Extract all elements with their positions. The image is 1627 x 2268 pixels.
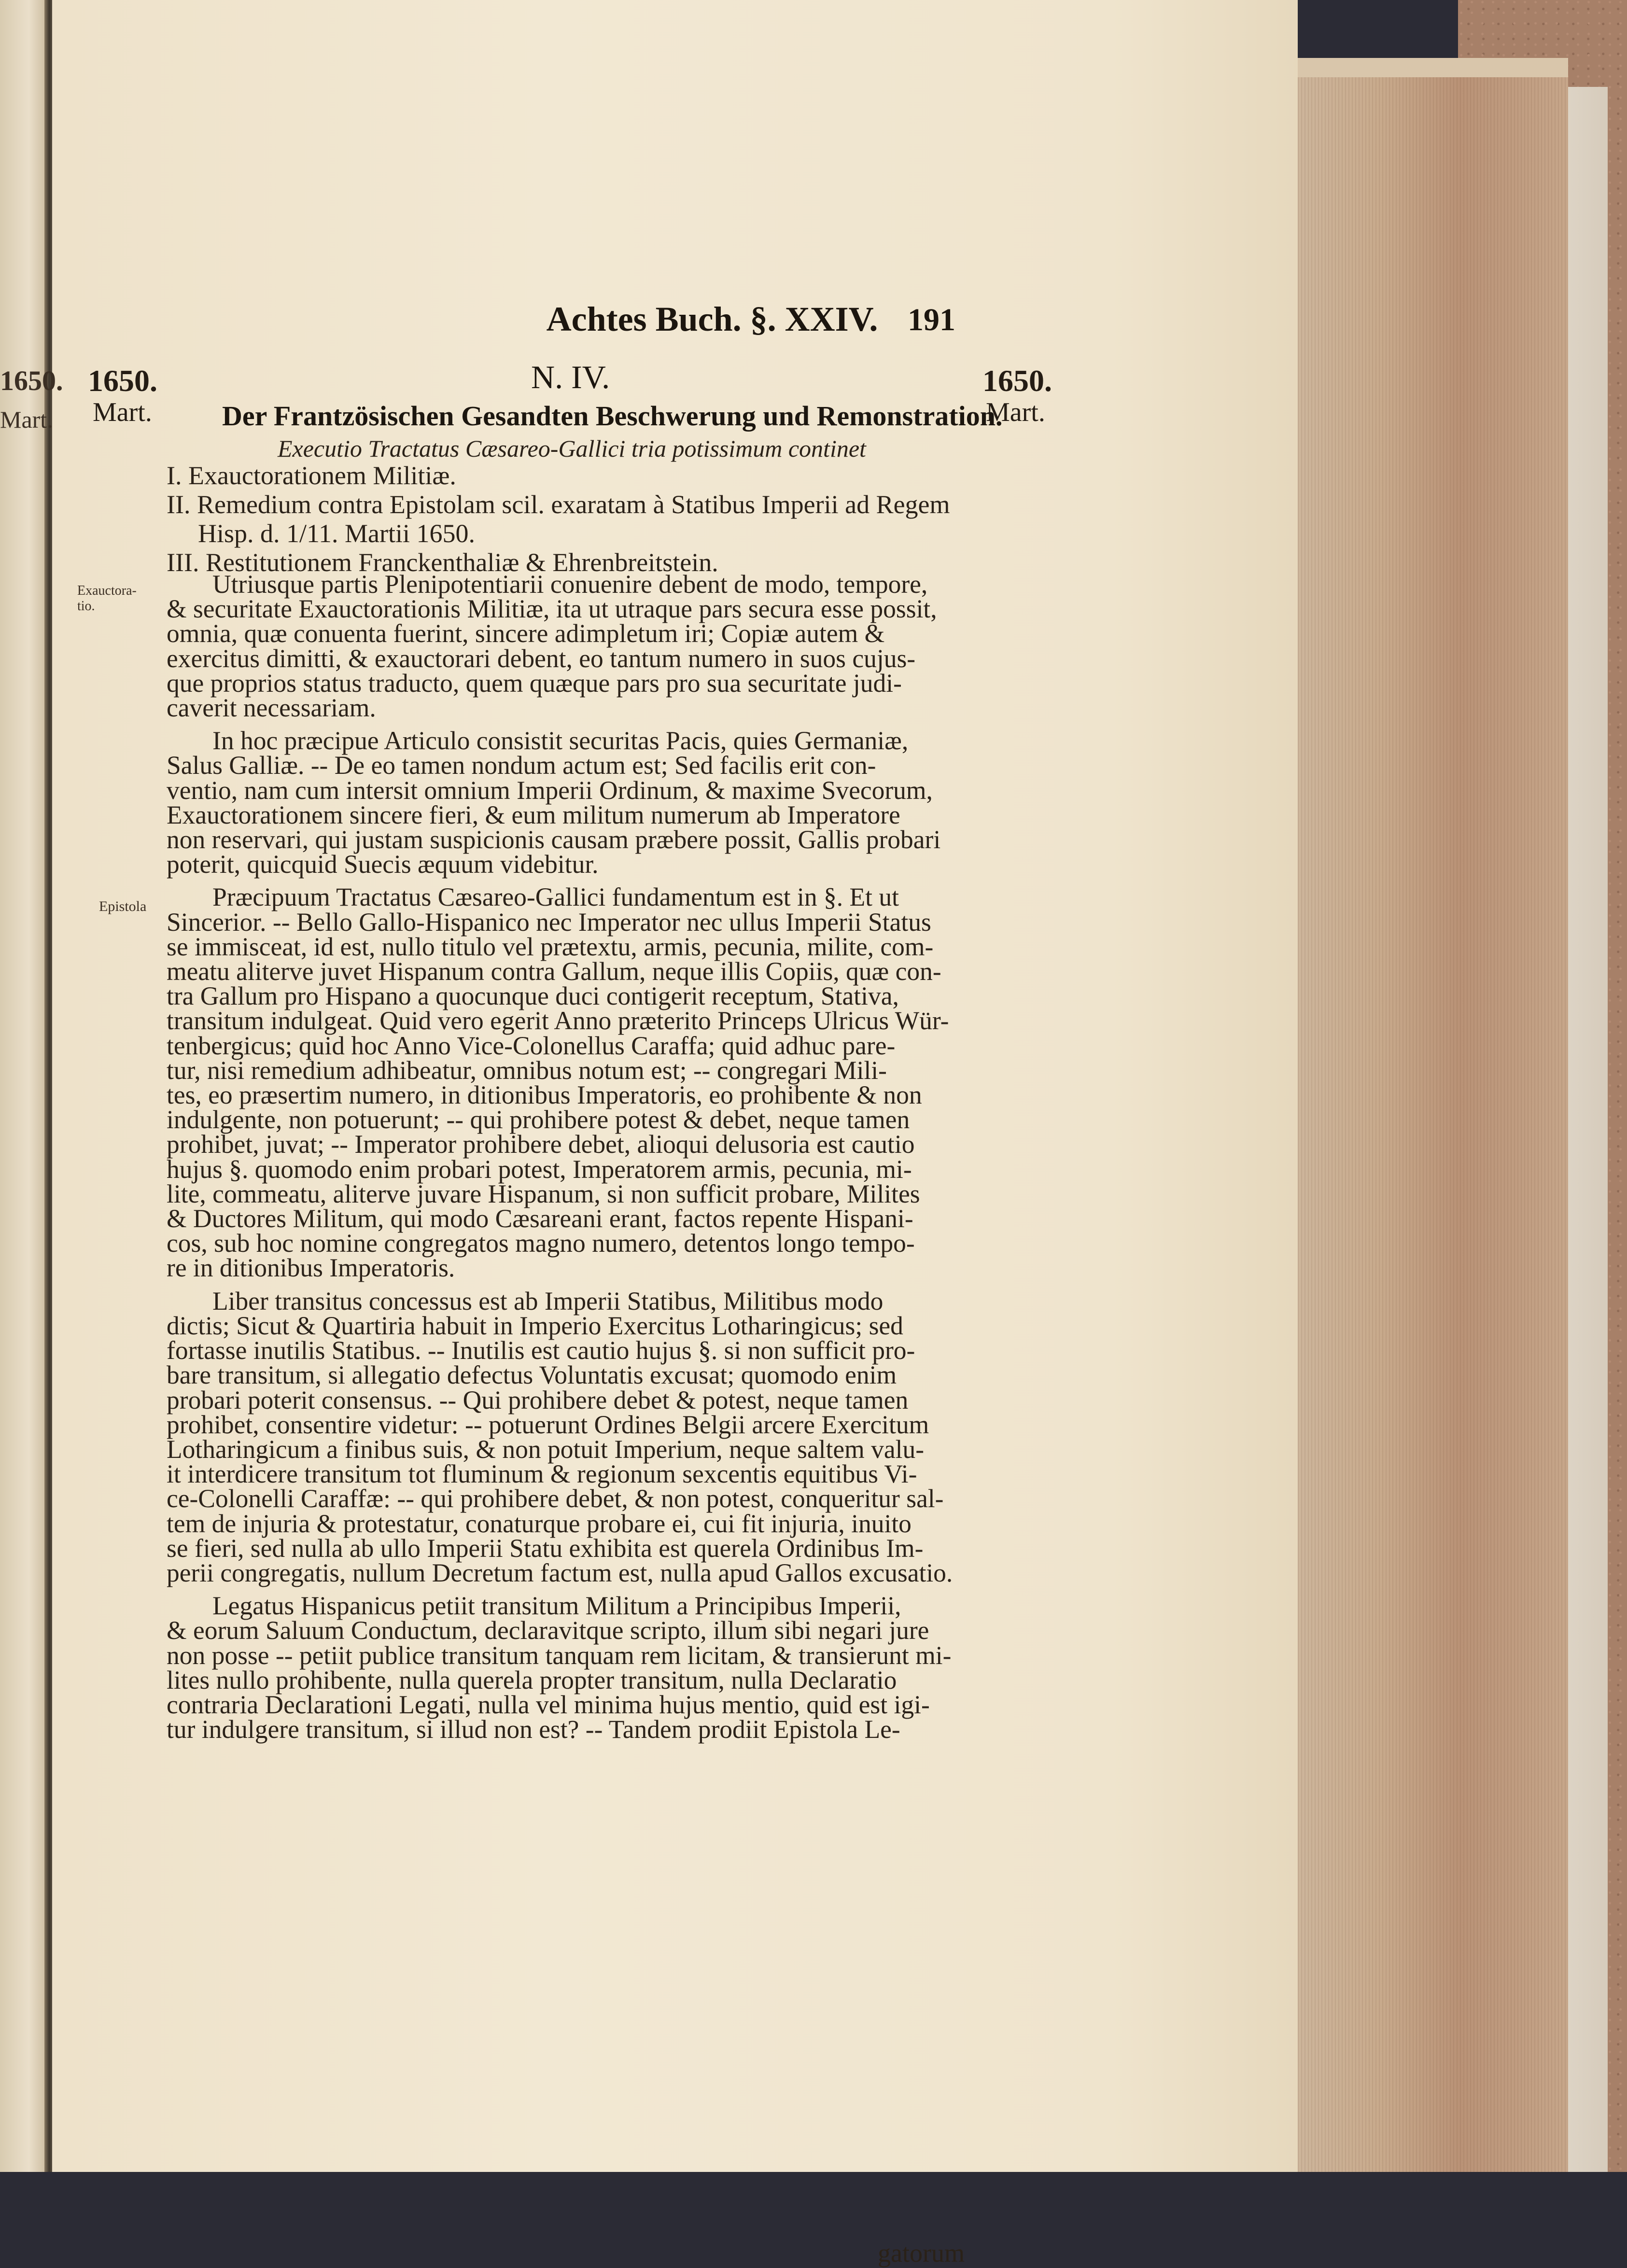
text-line: tur, nisi remedium adhibeatur, omnibus notum est; -- congregari Mili- [167, 1055, 887, 1085]
text-line: non reservari, qui justam suspicionis causam præbere possit, Gallis probari [167, 825, 941, 854]
paragraph [167, 1286, 968, 1587]
left-page-edge [0, 0, 48, 2172]
text-line: tem de injuria & protestatur, conaturque probare ei, cui fit injuria, inuito [167, 1509, 912, 1538]
text-line: Legatus Hispanicus petiit transitum Militum a Principibus Imperii, [212, 1591, 901, 1621]
text-line: it interdicere transitum tot fluminum & regionum sexcentis equitibus Vi- [167, 1459, 917, 1489]
paragraph [167, 1591, 968, 1744]
text-line: lite, commeatu, aliterve juvare Hispanum, si non sufficit probare, Milites [167, 1179, 920, 1208]
margin-note-exauctoratio: Exauctora- tio. [77, 583, 137, 614]
text-line: contraria Declarationi Legati, nulla vel minima hujus mentio, quid est igi- [167, 1690, 930, 1719]
text-line: ce-Colonelli Caraffæ: -- qui prohibere debet, & non potest, conqueritur sal- [167, 1484, 944, 1513]
text-line: prohibet, juvat; -- Imperator prohibere debet, alioqui delusoria est cautio [167, 1130, 915, 1159]
text-line: transitum indulgeat. Quid vero egerit Anno præterito Princeps Ulricus Wür- [167, 1006, 949, 1036]
text-line: perii congregatis, nullum Decretum factum est, nulla apud Gallos excusatio. [167, 1558, 953, 1587]
left-page-month: Mart. [0, 406, 53, 433]
text-line: meatu aliterve juvet Hispanum contra Gallum, neque illis Copiis, quæ con- [167, 957, 941, 986]
text-line: prohibet, consentire videtur: -- potuerunt Ordines Belgii arcere Exercitum [167, 1410, 929, 1439]
text-line: Utriusque partis Plenipotentiarii conuenire debent de modo, tempore, [212, 570, 928, 599]
left-page-year: 1650. [0, 365, 63, 396]
text-line: & eorum Saluum Conductum, declaravitque scripto, illum sibi negari jure [167, 1616, 929, 1645]
body-text [167, 572, 968, 1750]
text-line: hujus §. quomodo enim probari potest, Imperatorem armis, pecunia, mi- [167, 1154, 912, 1184]
text-line: re in ditionibus Imperatoris. [167, 1253, 455, 1283]
text-line: Salus Galliæ. -- De eo tamen nondum actum est; Sed facilis erit con- [167, 751, 876, 780]
margin-note-epistola: Epistola [99, 898, 147, 914]
paragraph [167, 882, 968, 1283]
text-line: dictis; Sicut & Quartiria habuit in Imperio Exercitus Lotharingicus; sed [167, 1311, 903, 1340]
text-line: cos, sub hoc nomine congregatos magno numero, detentos longo tempo- [167, 1229, 915, 1258]
provisions-list [167, 461, 950, 577]
list-item: II. Remedium contra Epistolam scil. exaratam à Statibus Imperii ad Regem [167, 490, 950, 519]
text-line: & securitate Exauctorationis Militiæ, ita ut utraque pars secura esse possit, [167, 594, 937, 624]
text-line: exercitus dimitti, & exauctorari debent, eo tantum numero in suos cujus- [167, 644, 916, 673]
page-number: 191 [908, 302, 955, 337]
text-line: non posse -- petiit publice transitum tanquam rem licitam, & transierunt mi- [167, 1640, 952, 1670]
text-line: tur indulgere transitum, si illud non est? -- Tandem prodiit Epistola Le- [167, 1715, 900, 1744]
list-item: I. Exauctorationem Militiæ. [167, 461, 456, 490]
text-line: caverit necessariam. [167, 693, 376, 723]
text-line: tenbergicus; quid hoc Anno Vice-Colonellus Caraffa; quid adhuc pare- [167, 1031, 896, 1060]
document-number: N. IV. [531, 359, 610, 395]
text-line: fortasse inutilis Statibus. -- Inutilis est cautio hujus §. si non sufficit pro- [167, 1336, 915, 1365]
text-line: Exauctorationem sincere fieri, & eum militum numerum ab Imperatore [167, 800, 900, 829]
text-line: ventio, nam cum intersit omnium Imperii Ordinum, & maxime Svecorum, [167, 775, 933, 805]
running-title: Achtes Buch. §. XXIV. [546, 300, 878, 338]
margin-year-left: 1650. [88, 364, 157, 398]
text-line: que proprios status traducto, quem quæque pars pro sua securitate judi- [167, 668, 902, 698]
text-line: Lotharingicum a finibus suis, & non potuit Imperium, neque saltem valu- [167, 1434, 925, 1464]
text-line: indulgente, non potuerunt; -- qui prohibere potest & debet, neque tamen [167, 1105, 910, 1134]
text-line: omnia, quæ conuenta fuerint, sincere adimpletum iri; Copiæ autem & [167, 619, 885, 648]
text-line: bare transitum, si allegatio defectus Voluntatis excusat; quomodo enim [167, 1360, 897, 1390]
text-line: In hoc præcipue Articulo consistit securitas Pacis, quies Germaniæ, [212, 726, 909, 756]
text-line: se immisceat, id est, nullo titulo vel prætextu, armis, pecunia, milite, com- [167, 932, 934, 961]
page-block-fore-edge [1298, 77, 1568, 2172]
list-item: Hisp. d. 1/11. Martii 1650. [198, 519, 475, 548]
text-line: probari poterit consensus. -- Qui prohibere debet & potest, neque tamen [167, 1385, 909, 1414]
margin-month-right: Mart. [986, 397, 1045, 427]
text-line: Liber transitus concessus est ab Imperii Statibus, Militibus modo [212, 1286, 884, 1316]
document-title: Der Frantzösischen Gesandten Beschwerung und Remonstration. [222, 400, 1003, 432]
text-line: se fieri, sed nulla ab ullo Imperii Statu exhibita est querela Ordinibus Im- [167, 1533, 924, 1563]
paragraph [167, 728, 968, 877]
text-line: tes, eo præsertim numero, in ditionibus Imperatoris, eo prohibente & non [167, 1080, 922, 1110]
catchword: gatorum [878, 2239, 965, 2268]
margin-month-left: Mart. [93, 397, 152, 427]
margin-year-right: 1650. [982, 364, 1052, 398]
text-line: Sincerior. -- Bello Gallo-Hispanico nec Imperator nec ullus Imperii Status [167, 907, 931, 937]
list-item: III. Restitutionem Franckenthaliæ & Ehrenbreitstein. [167, 548, 718, 577]
paragraph [167, 570, 968, 723]
text-line: Præcipuum Tractatus Cæsareo-Gallici fundamentum est in §. Et ut [212, 882, 899, 912]
document-subtitle: Executio Tractatus Cæsareo-Gallici tria potissimum continet [278, 435, 866, 462]
text-line: tra Gallum pro Hispano a quocunque duci contigerit receptum, Stativa, [167, 981, 899, 1011]
text-line: lites nullo prohibente, nulla querela propter transitum, nulla Declaratio [167, 1665, 897, 1694]
text-line: & Ductores Militum, qui modo Cæsareani erant, factos repente Hispani- [167, 1204, 913, 1233]
text-line: poterit, quicquid Suecis æquum videbitur. [167, 850, 599, 879]
